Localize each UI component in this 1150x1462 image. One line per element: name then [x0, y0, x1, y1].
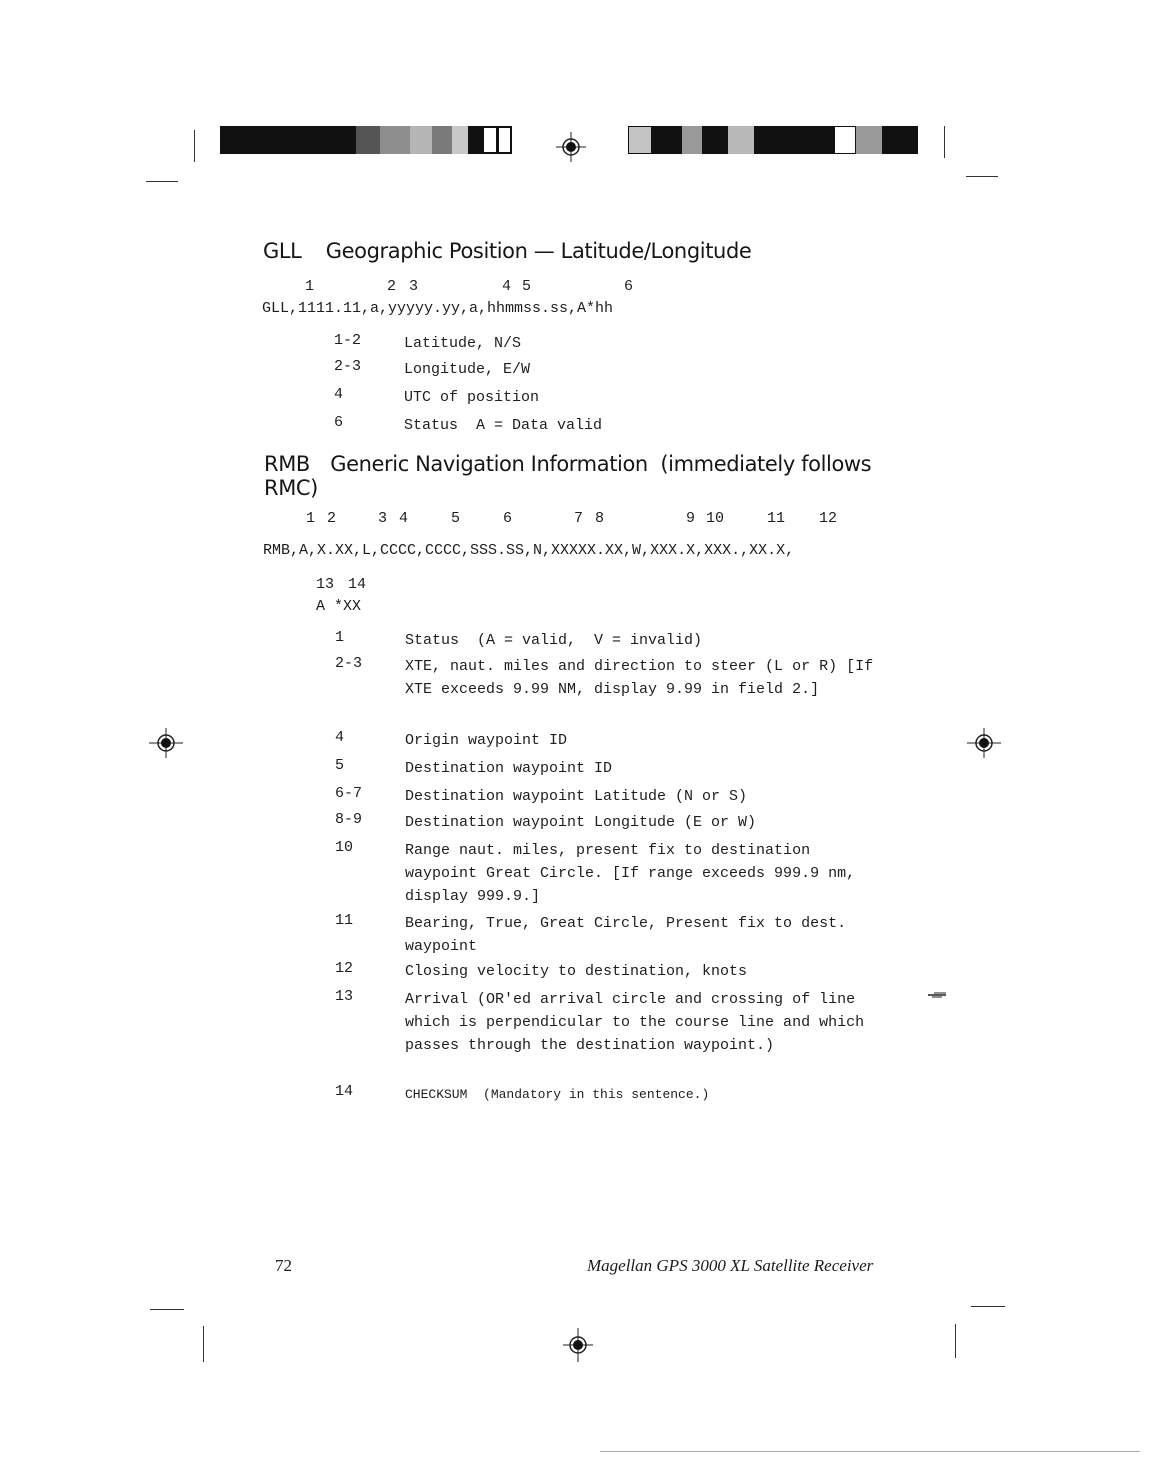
field-number: 13 — [335, 988, 354, 1005]
rmb-field-num: 9 — [686, 510, 696, 527]
field-description: Destination waypoint ID — [405, 760, 613, 777]
field-number: 2-3 — [335, 655, 363, 672]
field-number: 5 — [335, 757, 345, 774]
field-description: Longitude, E/W — [404, 361, 531, 378]
field-description: Destination waypoint Latitude (N or S) — [405, 788, 748, 805]
gll-field-num: 3 — [409, 278, 419, 295]
page-number: 72 — [275, 1256, 292, 1275]
rmb-sentence-2: A *XX — [316, 598, 362, 615]
field-number: 6 — [334, 414, 344, 431]
gll-field-num: 4 — [502, 278, 512, 295]
field-number: 8-9 — [335, 811, 363, 828]
rmb-field-num: 11 — [767, 510, 786, 527]
crop-mark-right-top-h — [966, 176, 998, 177]
rmb-field-num: 3 — [378, 510, 388, 527]
field-number: 12 — [335, 960, 354, 977]
field-number: 4 — [335, 729, 345, 746]
rmb-field-num: 10 — [706, 510, 725, 527]
rmb-field-num: 13 — [316, 576, 335, 593]
rmb-code: RMB — [264, 452, 310, 476]
rmb-field-num: 1 — [306, 510, 316, 527]
crop-mark-left-top-h — [146, 181, 178, 182]
field-description: Latitude, N/S — [404, 335, 522, 352]
rmb-field-numbers — [0, 510, 900, 530]
rmb-field-num: 6 — [503, 510, 513, 527]
field-number: 2-3 — [334, 358, 362, 375]
rmb-field-num: 7 — [574, 510, 584, 527]
rmb-sentence: RMB,A,X.XX,L,CCCC,CCCC,SSS.SS,N,XXXXX.XX,W,XXX.X,XXX.,XX.X, — [263, 542, 795, 559]
field-description: Origin waypoint ID — [405, 732, 568, 749]
gll-field-num: 2 — [387, 278, 397, 295]
registration-mark-top — [556, 132, 586, 162]
density-bar-left — [220, 126, 514, 154]
crop-mark-right-bottom — [955, 1324, 956, 1358]
registration-mark-bottom — [563, 1328, 593, 1362]
field-description: Destination waypoint Longitude (E or W) — [405, 814, 757, 831]
field-number: 1-2 — [334, 332, 362, 349]
registration-mark-left — [149, 728, 183, 758]
gll-heading — [263, 239, 751, 263]
rmb-heading — [264, 452, 871, 500]
gll-field-numbers — [0, 278, 700, 298]
gll-field-num: 1 — [305, 278, 315, 295]
gll-field-list — [334, 332, 934, 442]
rmb-field-num: 4 — [399, 510, 409, 527]
gll-sentence: GLL,1111.11,a,yyyyy.yy,a,hhmmss.ss,A*hh — [262, 300, 614, 317]
field-description: UTC of position — [404, 389, 540, 406]
gll-field-num: 5 — [522, 278, 532, 295]
rmb-field-num: 12 — [819, 510, 838, 527]
field-description: Bearing, True, Great Circle, Present fix to dest. waypoint — [405, 915, 847, 955]
field-description: Arrival (OR'ed arrival circle and crossing of line which is perpendicular to the course line and which passes through the destination waypoint.) — [405, 991, 865, 1054]
rmb-field-list — [335, 629, 935, 1109]
crop-mark-left-bottom — [203, 1326, 204, 1362]
margin-arrow-icon — [926, 990, 948, 1000]
field-number: 1 — [335, 629, 345, 646]
rmb-title-continued: RMC) — [264, 476, 318, 500]
field-description: CHECKSUM (Mandatory in this sentence.) — [405, 1087, 710, 1102]
gll-field-num: 6 — [624, 278, 634, 295]
field-description: Status A = Data valid — [404, 417, 603, 434]
rmb-field-numbers-2 — [0, 576, 500, 596]
rmb-field-num: 5 — [451, 510, 461, 527]
crop-mark-right-bottom-h — [971, 1306, 1005, 1307]
rmb-field-num: 14 — [348, 576, 367, 593]
field-description: XTE, naut. miles and direction to steer (L or R) [If XTE exceeds 9.99 NM, display 9.99 in field 2.] — [405, 658, 874, 698]
field-number: 10 — [335, 839, 354, 856]
field-number: 4 — [334, 386, 344, 403]
field-number: 11 — [335, 912, 354, 929]
crop-mark-left-bottom-h — [150, 1309, 184, 1310]
book-title: Magellan GPS 3000 XL Satellite Receiver — [587, 1256, 874, 1275]
field-description: Range naut. miles, present fix to destination waypoint Great Circle. [If range exceeds 999.9 nm, display 999.9.] — [405, 842, 856, 905]
gll-code: GLL — [263, 239, 302, 263]
field-description: Closing velocity to destination, knots — [405, 963, 748, 980]
gll-title: Geographic Position — Latitude/Longitude — [325, 239, 752, 263]
rmb-field-num: 2 — [327, 510, 337, 527]
crop-mark-left-top — [194, 130, 195, 162]
registration-mark-right — [967, 728, 1001, 758]
density-bar-right — [628, 126, 918, 154]
field-number: 6-7 — [335, 785, 363, 802]
rmb-title: Generic Navigation Information (immediately follows — [330, 452, 872, 476]
field-description: Status (A = valid, V = invalid) — [405, 632, 703, 649]
rmb-field-num: 8 — [595, 510, 605, 527]
field-number: 14 — [335, 1083, 354, 1100]
bottom-edge-line — [600, 1451, 1140, 1452]
crop-mark-right-top — [944, 126, 945, 158]
